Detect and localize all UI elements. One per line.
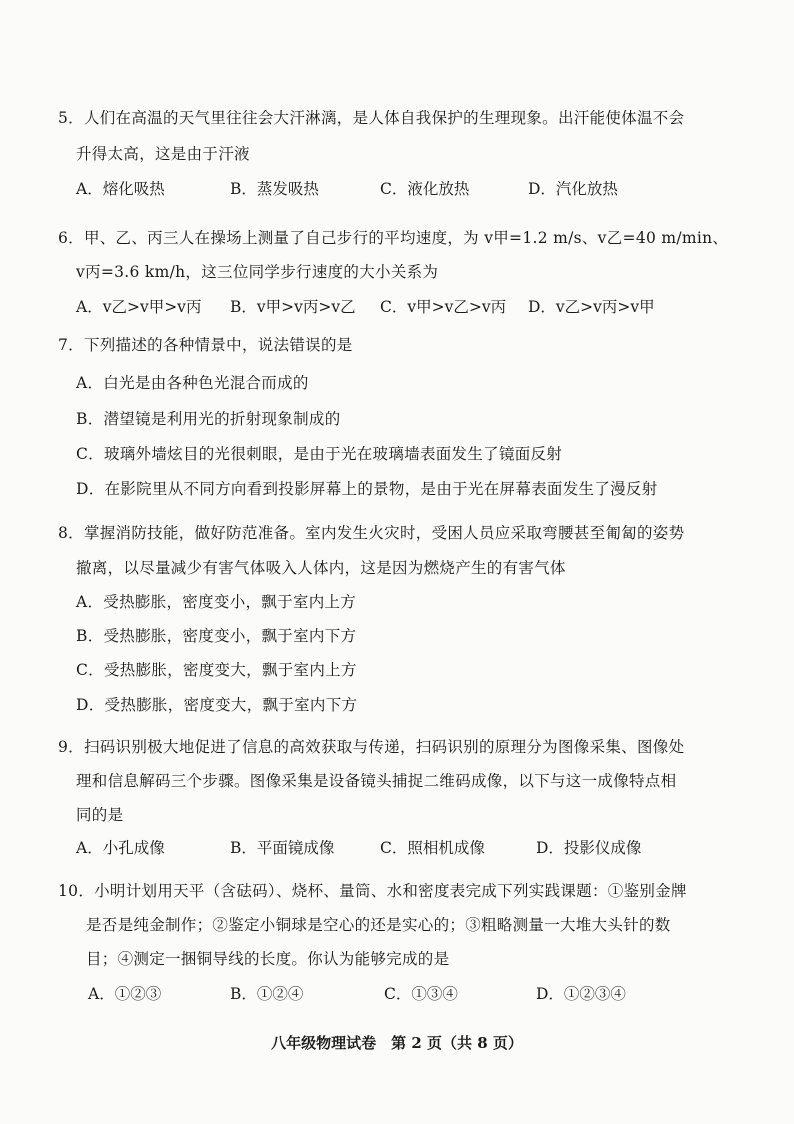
- q10-stem-line-1: 10．小明计划用天平（含砝码）、烧杯、量筒、水和密度表完成下列实践课题：①鉴别金牌: [58, 882, 687, 900]
- q7-option-c: C．玻璃外墙炫目的光很刺眼，是由于光在玻璃墙表面发生了镜面反射: [76, 445, 563, 463]
- q9-option-b: B．平面镜成像: [230, 839, 335, 857]
- q6-stem-line-1: 6．甲、乙、丙三人在操场上测量了自己步行的平均速度，为 v甲=1.2 m/s、v乙=40 m/min、: [58, 229, 729, 247]
- q9-option-c: C．照相机成像: [380, 839, 485, 857]
- q9-option-d: D．投影仪成像: [536, 839, 642, 857]
- q5-option-a: A．熔化吸热: [76, 180, 165, 198]
- q5-stem-line-2: 升得太高，这是由于汗液: [76, 145, 250, 163]
- q7-option-b: B．潜望镜是利用光的折射现象制成的: [76, 410, 341, 428]
- q8-option-c: C．受热膨胀，密度变大，飘于室内上方: [76, 661, 357, 679]
- q6-option-c: C．v甲>v乙>v丙: [380, 298, 507, 316]
- page-footer: 八年级物理试卷 第 2 页（共 8 页）: [271, 1034, 523, 1052]
- q7-option-d: D．在影院里从不同方向看到投影屏幕上的景物，是由于光在屏幕表面发生了漫反射: [76, 480, 658, 498]
- q8-stem-line-2: 撤离，以尽量减少有害气体吸入人体内，这是因为燃烧产生的有害气体: [76, 559, 566, 577]
- q7-stem: 7．下列描述的各种情景中，说法错误的是: [58, 336, 353, 354]
- q7-option-a: A．白光是由各种色光混合而成的: [76, 374, 309, 392]
- q6-option-b: B．v甲>v丙>v乙: [230, 298, 356, 316]
- q10-option-b: B．①②④: [230, 985, 304, 1003]
- q10-option-c: C．①③④: [384, 985, 458, 1003]
- q9-options: [76, 837, 736, 859]
- q9-stem-line-1: 9．扫码识别极大地促进了信息的高效获取与传递，扫码识别的原理分为图像采集、图像处: [58, 738, 685, 756]
- q10-options: [88, 983, 748, 1005]
- q5-option-c: C．液化放热: [380, 180, 470, 198]
- q5-option-d: D．汽化放热: [528, 180, 618, 198]
- q9-stem-line-3: 同的是: [76, 806, 124, 824]
- q10-option-d: D．①②③④: [536, 985, 626, 1003]
- q10-option-a: A．①②③: [88, 985, 162, 1003]
- q5-options: [76, 178, 736, 200]
- q5-option-b: B．蒸发吸热: [230, 180, 319, 198]
- q6-stem-line-2: v丙=3.6 km/h，这三位同学步行速度的大小关系为: [76, 263, 439, 281]
- q8-option-d: D．受热膨胀，密度变大，飘于室内下方: [76, 696, 358, 714]
- q6-options: [76, 296, 736, 318]
- q6-option-d: D．v乙>v丙>v甲: [528, 298, 655, 316]
- q5-stem-line-1: 5．人们在高温的天气里往往会大汗淋漓，是人体自我保护的生理现象。出汗能使体温不会: [58, 109, 685, 127]
- q9-option-a: A．小孔成像: [76, 839, 165, 857]
- q9-stem-line-2: 理和信息解码三个步骤。图像采集是设备镜头捕捉二维码成像，以下与这一成像特点相: [76, 772, 677, 790]
- q6-option-a: A．v乙>v甲>v丙: [76, 298, 202, 316]
- q10-stem-line-3: 目；④测定一捆铜导线的长度。你认为能够完成的是: [86, 950, 450, 968]
- q8-option-b: B．受热膨胀，密度变小，飘于室内下方: [76, 627, 357, 645]
- q10-stem-line-2: 是否是纯金制作；②鉴定小铜球是空心的还是实心的；③粗略测量一大堆大头针的数: [86, 916, 671, 934]
- q8-option-a: A．受热膨胀，密度变小，飘于室内上方: [76, 593, 357, 611]
- q8-stem-line-1: 8．掌握消防技能，做好防范准备。室内发生火灾时，受困人员应采取弯腰甚至匍匐的姿势: [58, 524, 685, 542]
